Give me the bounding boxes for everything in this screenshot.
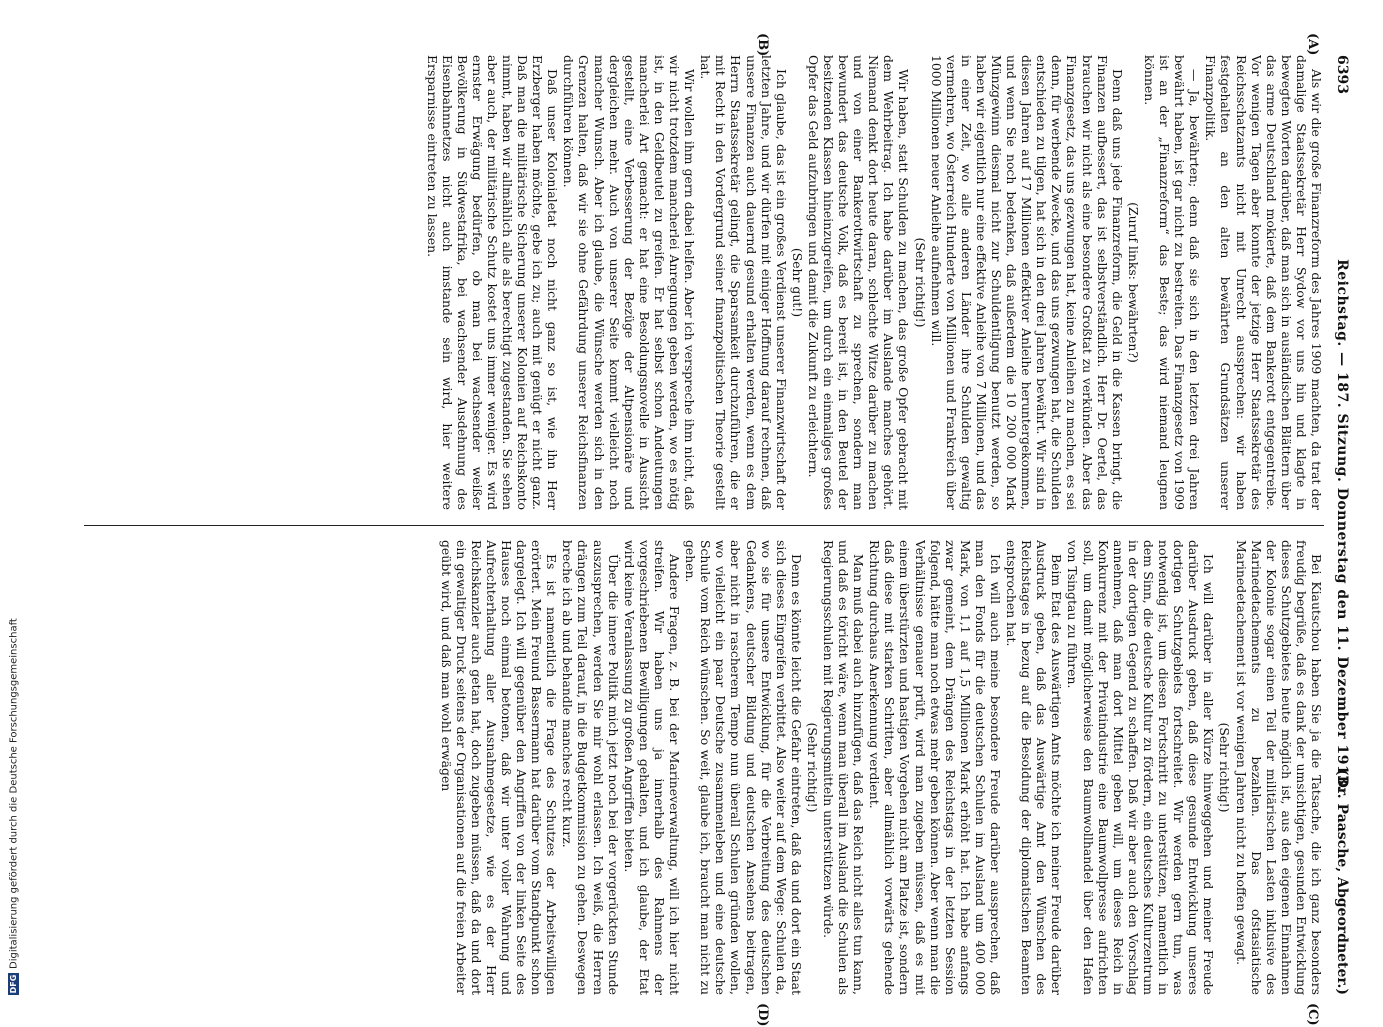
paragraph: Beim Etat des Auswärtigen Amts möchte ich meiner Freude darüber Ausdruck geben, daß das Auswärtige Amt den Wünschen des Reichstages in bezug auf die Besoldung der diplomatischen Beamten entsprochen hat.	[1004, 540, 1065, 995]
interjection: (Zuruf links: bewährten?)	[1125, 202, 1141, 363]
digitization-credit	[8, 0, 22, 995]
interjection: (Sehr richtig!)	[912, 237, 928, 328]
interjection: (Sehr richtig!)	[1217, 722, 1233, 813]
paragraph: Ich will auch meine besondere Freude darüber aussprechen, daß man den Fonds für die deutschen Schulen im Ausland um 400 000 Mark, von 1,1 auf 1,5 Millionen Mark erhöht hat. Ich habe anfangs zwar gemeint, dem Drängen des Reichstags in der letzten Session folgend, hätte man noch etwas mehr geben können. Aber wenn man die Verhältnisse genauer prüft, wird man zugeben müssen, daß es mit einem überstürzten und hastigen Vorgehen nicht am Platze ist, sondern daß diese mit starken Schritten, aber allmählich vorwärts gehende Richtung durchaus Anerkennung verdient.	[867, 540, 1004, 995]
margin-marker-d: (D)	[755, 1003, 770, 1027]
right-column	[84, 540, 1324, 995]
credit-text: Digitalisierung gefördert durch die Deutsche Forschungsgemeinschaft	[8, 618, 20, 969]
paragraph: Denn daß uns jede Finanzreform, die Geld in die Kassen bringt, die Finanzen aufbessert, das ist selbstverständlich. Herr Dr. Oertel, das brauchen wir nicht als eine besondere Großtat zu verkünden. Aber das Finanzgesetz, das uns gezwungen hat, keine Anleihen zu machen, es sei denn, für werbende Zwecke, und das uns gezwungen hat, die Schulden entschieden zu tilgen, hat sich in den drei Jahren bewährt. Wir sind in diesen Jahren auf 17 Millionen effektiver Anleihe heruntergekommen, und wenn Sie noch bedenken, daß außerdem die 10 200 000 Mark Münzgewinn diesmal nicht zur Schuldentilgung benutzt werden, so haben wir eigentlich nur eine effektive Anleihe von 7 Millionen, und das in einer Zeit, wo alle anderen Länder ihre Schulden gewaltig vermehren, wo Österreich Hunderte von Millionen und Frankreich über 1000 Millionen neuer Anleihe aufnehmen will.	[928, 55, 1125, 510]
interjection: (Sehr richtig!)	[804, 722, 820, 813]
dfg-logo: DFG	[9, 974, 18, 994]
paragraph: Daß unser Kolonialetat noch nicht ganz so ist, wie ihn Herr Erzberger haben möchte, gebe ich zu; auch mit genügt er nicht ganz. Daß man die militärische Sicherung unserer Kolonien auf Reichskonto nimmt, haben wir allmählich alle als berechtigt zugestanden. Sie sehen aber auch, der militärische Schutz kostet uns immer weniger. Es wird ernster Erwägung bedürfen, ob man bei wachsender weißer Bevölkerung in Südwestafrika, bei wachsender Ausdehnung des Eisenbahnnetzes nicht auch imstande sein wird, hier weitere Ersparnisse eintreten zu lassen.	[424, 55, 561, 510]
left-column	[84, 55, 1324, 510]
text-columns	[84, 55, 1324, 995]
page-number: 6393	[1334, 55, 1350, 94]
speaker-heading: (Dr. Paasche, Abgeordneter.)	[1334, 768, 1350, 995]
paragraph: Als wir die große Finanzreform des Jahres 1909 machten, da trat der damalige Staatssekretär Herr Sydow vor uns hin und klagte in bewegten Worten darüber, daß man sich in ausländischen Blättern über das arme Deutschland mokierte, daß dem Bankerott entgegentreibe. Vor wenigen Tagen aber konnte der jetzige Herr Staatssekretär des Reichsschatzamts nicht mit Unrecht aussprechen: wir haben festgehalten an den alten bewährten Grundsätzen unserer Finanzpolitik.	[1203, 55, 1324, 510]
paragraph: Ich glaube, das ist ein großes Verdienst unserer Finanzwirtschaft der letzten Jahre, und wir dürfen mit einiger Hoffnung darauf rechnen, daß unsere Finanzen auch dauernd gesund erhalten werden, wenn es dem Herrn Staatssekretär gelingt, die Sparsamkeit durchzuführen, die er mit Recht in den Vordergrund seiner finanzpolitischen Theorie gestellt hat.	[698, 55, 789, 510]
paragraph: — Ja, bewährten; denn daß sie sich in den letzten drei Jahren bewährt haben, ist gar nicht zu bestreiten. Das Finanzgesetz von 1909 ist an der „Finanzreform“ das Beste; das wird niemand leugnen können.	[1141, 55, 1203, 510]
paragraph: Es ist namentlich die Frage des Schutzes der Arbeitswilligen erörtert. Mein Freund Bassermann hat darüber vom Standpunkt schon dargelegt. Ich will gegenüber den Angriffen von der linken Seite des Hauses noch einmal betonen, daß wir unter voller Wahrung und Aufrechterhaltung aller Ausnahmegesetze, wie es der Herr Reichskanzler auch getan hat, doch zugeben müssen, daß da und dort ein gewaltiger Druck seitens der Organisationen auf die freien Arbeiter geübt wird, und daß man wohl erwägen	[438, 540, 560, 995]
paragraph: Wir wollen ihm gern dabei helfen. Aber ich verspreche ihm nicht, daß wir nicht trotzdem mancherlei Anregungen geben werden, wo es nötig ist, in den Geldbeutel zu greifen. Er hat selbst schon Andeutungen mancherlei Art gemacht: er hat eine Besoldungsnovelle in Aussicht gestellt, eine Verbesserung der Bezüge der Altpensionäre und dergleichen mehr. Auch von unserer Seite kommt vielleicht noch mancher Wunsch. Aber ich glaube, die Wünsche werden sich in den Grenzen halten, daß wir sie ohne Gefährdung unserer Reichsfinanzen durchführen können.	[561, 55, 698, 510]
paragraph: Bei Kiautschou haben Sie ja die Tatsache, die ich ganz besonders freudig begrüße, daß es dank der umsichtigen, gesunden Entwicklung dieses Schutzgebietes heute möglich ist, aus den eigenen Einnahmen der Kolonie sogar einen Teil der militärischen Lasten inklusive des Marinedetachements zu bezahlen. Das ofstasiatische Marinedetachement ist vor wenigen Jahren nicht zu hoffen gewagt.	[1233, 540, 1324, 995]
paragraph: Ich will darüber in aller Kürze hinweggehen und meiner Freude darüber Ausdruck geben, daß diese gesunde Entwicklung unseres dortigen Schutzgebiets fortschreitet. Wir werden gern tun, was notwendig ist, um diesen Fortschritt zu unterstützen, namentlich in dem Sinn, die deutsche Kultur zu fördern, ein deutsches Kulturzentrum in der dortigen Gegend zu schaffen. Daß wir aber auch den Vorschlag annehmen, daß man dort Mittel geben will, um dieses Reich in Konkurrenz mit der Privatindustrie eine Baumwollpresse aufrichten soll, um damit möglicherweise den Baumwollhandel über den Hafen von Tsingtau zu führen.	[1065, 540, 1217, 995]
paragraph: Wir haben, statt Schulden zu machen, das große Opfer gebracht mit dem Wehrbeitrag. Ich habe darüber im Auslande manches gehört. Niemand denkt dort heute daran, schlechte Witze darüber zu machen und von einer Bankerottwirtschaft zu sprechen, sondern man bewundert das deutsche Volk, daß es bereit ist, in den Beutel der besitzenden Klassen hineinzugreifen, um durch ein einmaliges großes Opfer das Geld aufzubringen und damit die Zukunft zu erleichtern.	[805, 55, 912, 510]
margin-marker-a: (A)	[1305, 33, 1320, 56]
paragraph: Denn es könnte leicht die Gefahr eintreten, daß da und dort ein Staat sich dieses Eingreifen verbittet. Also weiter auf dem Wege: Schulen da, wo sie für unsere Entwicklung, für die Verbreitung des deutschen Gedankens, deutscher Bildung und deutschen Ansehens beitragen, aber nicht in rascherem Tempo nun überall Schulen gründen wollen, wo vielleicht ein paar Deutsche zusammenleben und eine deutsche Schule vom Reich wünschen. So weit, glaube ich, braucht man nicht zu gehen.	[683, 540, 804, 995]
interjection: (Sehr gut!)	[789, 247, 805, 318]
paragraph: Andere Fragen, z. B. bei der Marineverwaltung, will ich hier nicht streifen. Wir haben uns ja innerhalb des Rahmens der vorgeschriebenen Bewilligungen gehalten, und ich glaube, der Etat wird keine Veranlassung zu großen Angriffen bieten.	[621, 540, 683, 995]
document-page	[70, 33, 1350, 1027]
session-title: Reichstag. — 187. Sitzung. Donnerstag den 11. Dezember 1913.	[1334, 259, 1350, 791]
margin-marker-b: (B)	[755, 33, 770, 57]
running-head	[1328, 55, 1350, 995]
paragraph: Man muß dabei auch hinzufügen, daß das Reich nicht alles tun kann, und daß es töricht wäre, wenn man überall im Ausland die Schulen als Regierungsschulen mit Regierungsmitteln unterstützen würde.	[821, 540, 867, 995]
paragraph: Über die innere Politik mich jetzt noch bei der vorgerückten Stunde auszusprechen, werden Sie mir wohl erlassen. Ich weiß, die Herren drängen zum Teil darauf, in die Budgetkommission zu gehen. Deswegen breche ich ab und behandle manches recht kurz.	[560, 540, 621, 995]
margin-marker-c: (C)	[1305, 1003, 1320, 1026]
column-divider	[84, 525, 1324, 526]
